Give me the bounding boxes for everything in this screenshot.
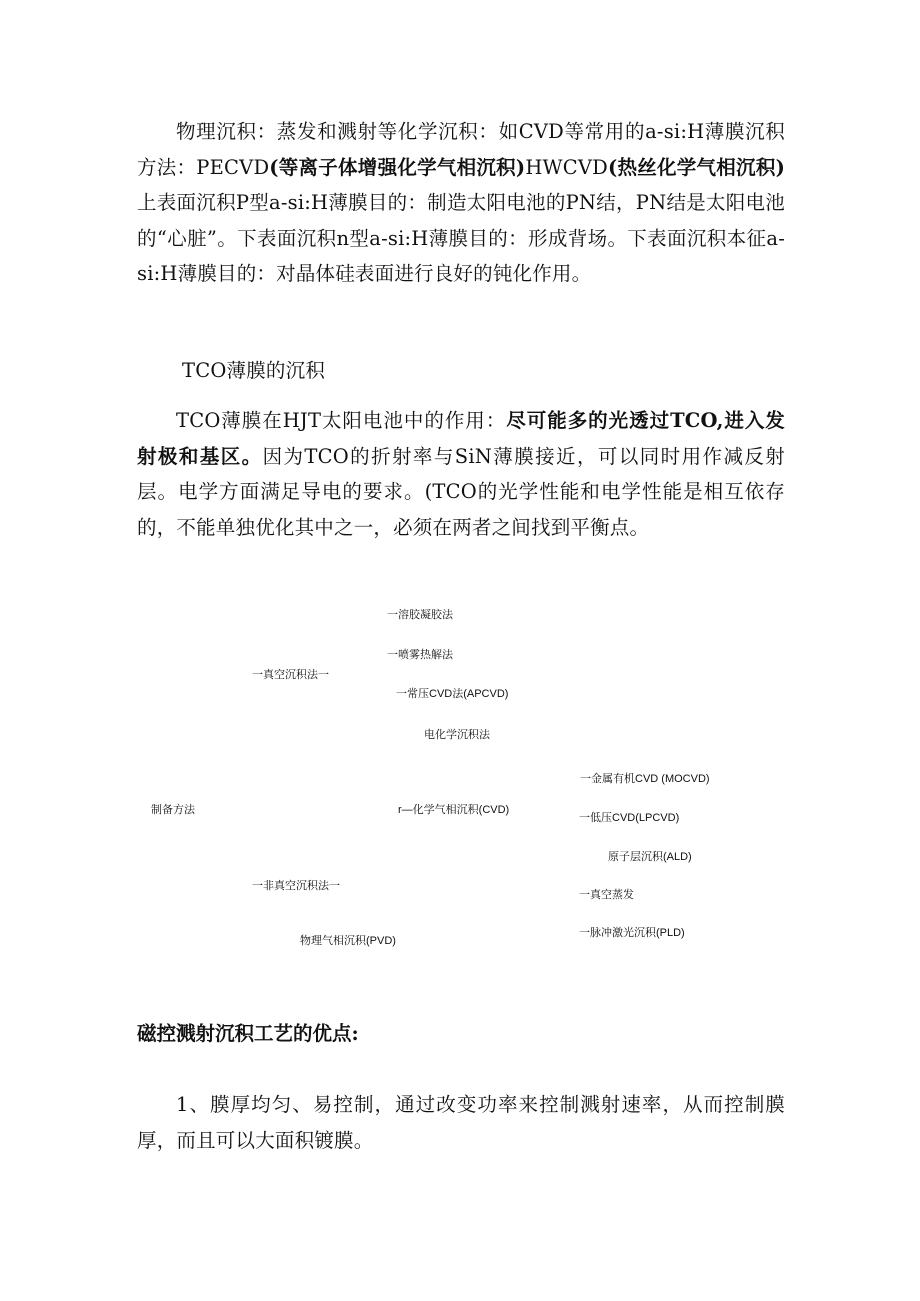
diagram-label-mocvd: 一金属有机CVD (MOCVD)	[580, 773, 710, 785]
diagram-label-lpcvd: 一低压CVD(LPCVD)	[579, 812, 680, 824]
bold-text-span: (等离子体增强化学气相沉积)	[269, 155, 526, 179]
diagram-label-cvd: r—化学气相沉积(CVD)	[398, 804, 510, 816]
tco-section-heading: TCO薄膜的沉积	[182, 359, 326, 382]
diagram-label-pvd: 物理气相沉积(PVD)	[300, 935, 396, 947]
paragraph-tco-role	[137, 403, 785, 545]
diagram-label-sol-gel: 一溶胶凝胶法	[387, 609, 453, 621]
bold-text-span: (热丝化学气相沉积)	[608, 155, 786, 179]
text-span: 因为TCO的折射率与SiN薄膜接近，可以同时用作减反射层。电学方面满足导电的要求。(TCO的光学性能和电学性能是相互依存的，不能单独优化其中之一，必须在两者之间找到平衡点。	[137, 444, 785, 539]
paragraph-deposition-methods	[137, 114, 785, 292]
diagram-label-pld: 一脉冲激光沉积(PLD)	[579, 927, 685, 939]
paragraph-advantage-1: 1、膜厚均匀、易控制，通过改变功率来控制溅射速率，从而控制膜厚，而且可以大面积镀膜。	[137, 1093, 785, 1152]
text-span: TCO薄膜在HJT太阳电池中的作用：	[176, 409, 507, 432]
diagram-label-electrochemical: 电化学沉积法	[424, 729, 490, 741]
diagram-label-spray-pyrolysis: 一喷雾热解法	[387, 649, 453, 661]
diagram-label-vacuum-evaporation: 一真空蒸发	[579, 889, 634, 901]
diagram-label-apcvd: 一常压CVD法(APCVD)	[396, 688, 509, 700]
diagram-label-ald: 原子层沉积(ALD)	[608, 851, 692, 863]
advantages-heading: 磁控溅射沉积工艺的优点:	[137, 1022, 359, 1045]
diagram-label-preparation-methods: 制备方法	[151, 804, 195, 816]
diagram-label-non-vacuum-deposition: 一非真空沉积法一	[252, 880, 340, 892]
diagram-label-vacuum-deposition: 一真空沉积法一	[252, 669, 329, 681]
text-span: HWCVD	[525, 155, 609, 179]
text-span: 物理沉积：蒸发和溅射等化学沉积：如CVD等常用的a-si:H薄膜沉积方法：PECVD	[137, 120, 785, 179]
bold-text-span: 尽可能多的光透过TCO,进入发射极和基区。	[137, 409, 786, 468]
text-span: 上表面沉积P型a-si:H薄膜目的：制造太阳电池的PN结，PN结是太阳电池的“心脏”。下表面沉积n型a-si:H薄膜目的：形成背场。下表面沉积本征a-si:H薄膜目的：对晶体硅表面进行良好的钝化作用。	[137, 191, 785, 286]
